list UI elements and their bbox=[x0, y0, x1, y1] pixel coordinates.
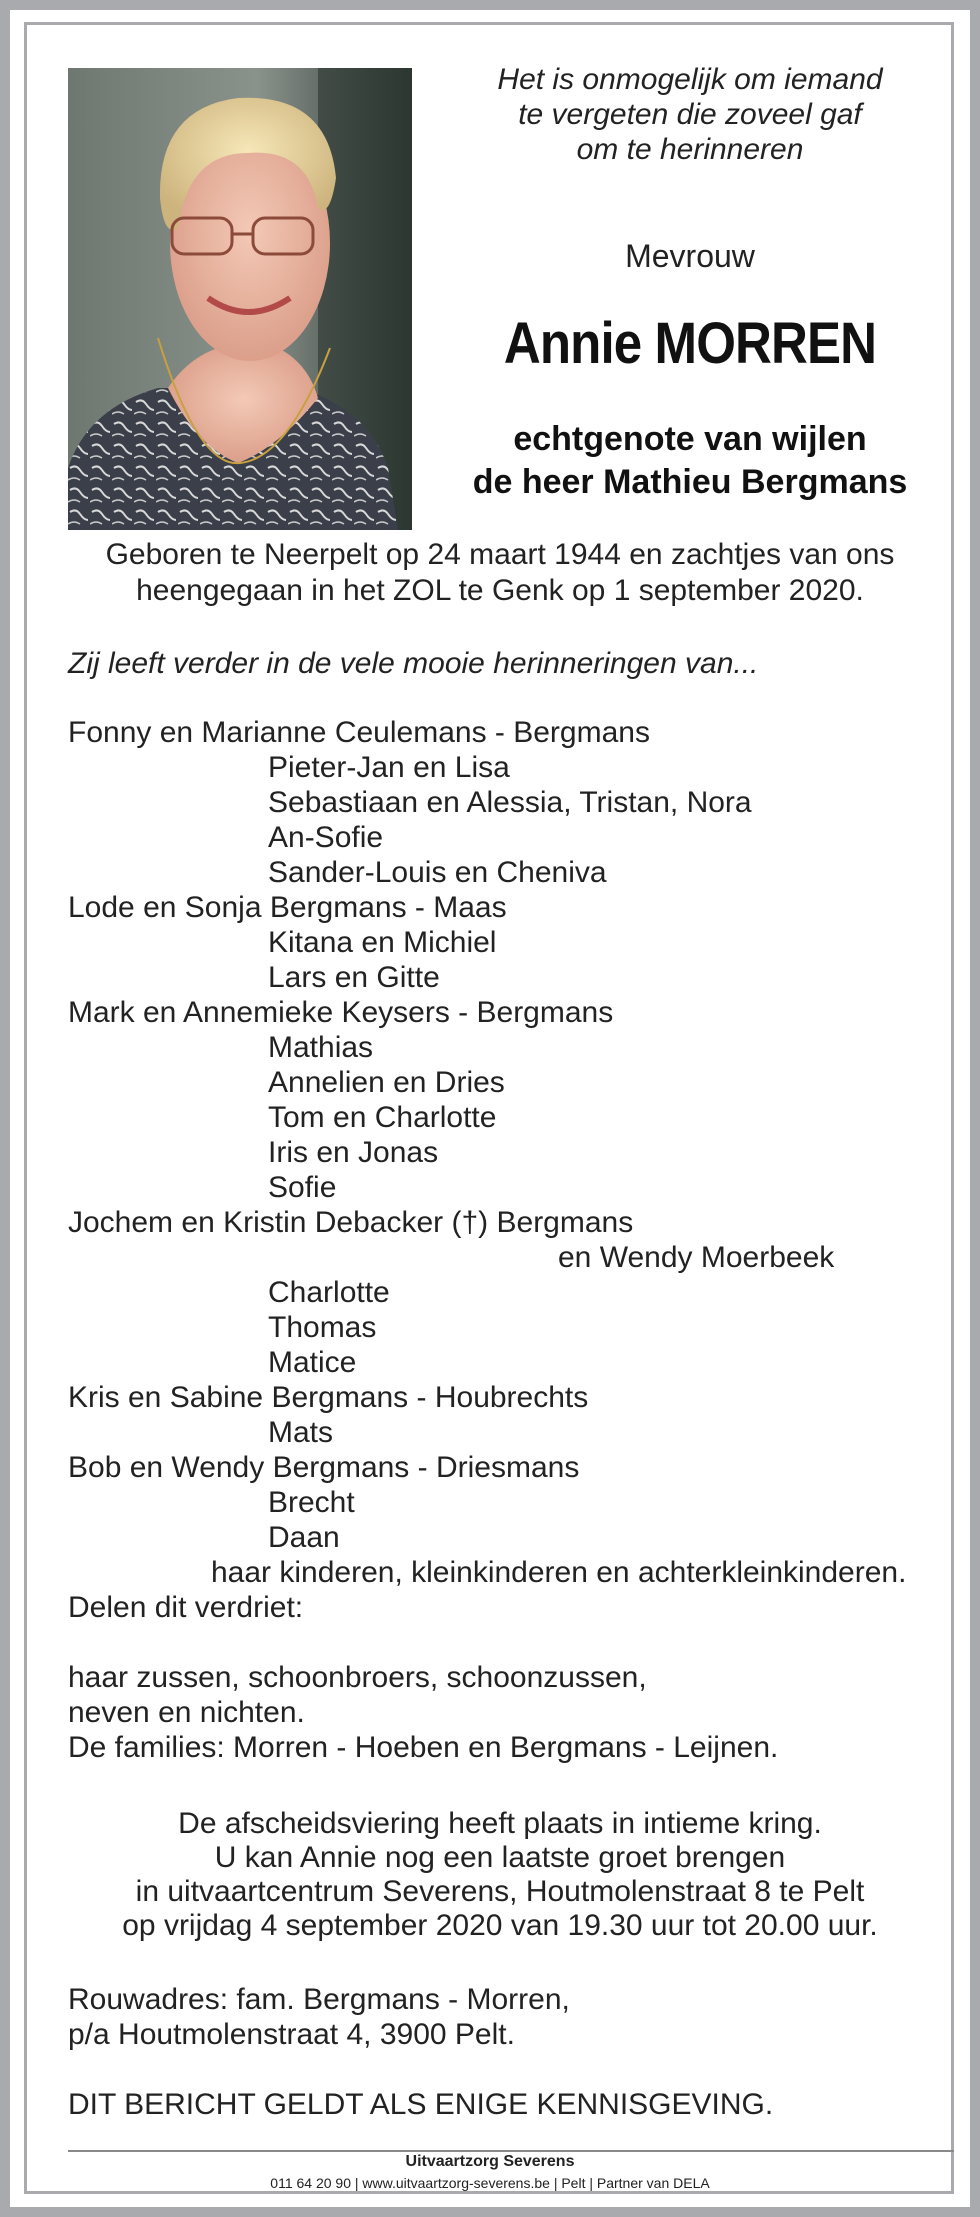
funeral-company-info: 011 64 20 90 | www.uitvaartzorg-severens.be | Pelt | Partner van DELA bbox=[270, 2175, 710, 2191]
family-intro: Zij leeft verder in de vele mooie herinneringen van... bbox=[68, 647, 759, 680]
footer-divider bbox=[68, 2150, 954, 2152]
ceremony-line: U kan Annie nog een laatste groet brengen bbox=[214, 1841, 786, 1874]
ceremony-line: op vrijdag 4 september 2020 van 19.30 uur tot 20.00 uur. bbox=[122, 1909, 878, 1942]
obituary-card bbox=[10, 10, 970, 2207]
family-line: An-Sofie bbox=[268, 821, 384, 854]
relatives-line: De families: Morren - Hoeben en Bergmans - Leijnen. bbox=[68, 1731, 779, 1764]
family-line: Bob en Wendy Bergmans - Driesmans bbox=[68, 1451, 580, 1484]
spouse-line: echtgenote van wijlen bbox=[513, 420, 867, 458]
family-line: Sander-Louis en Cheniva bbox=[268, 856, 607, 889]
family-line: Kitana en Michiel bbox=[268, 926, 497, 959]
share-grief: Delen dit verdriet: bbox=[68, 1591, 304, 1624]
address-line: Rouwadres: fam. Bergmans - Morren, bbox=[68, 1983, 570, 2016]
family-line: Kris en Sabine Bergmans - Houbrechts bbox=[68, 1381, 589, 1414]
family-line: Daan bbox=[268, 1521, 340, 1554]
family-line: Lars en Gitte bbox=[268, 961, 440, 994]
family-line: Mathias bbox=[268, 1031, 374, 1064]
birth-death-info bbox=[50, 537, 950, 609]
spouse-line: de heer Mathieu Bergmans bbox=[472, 463, 908, 501]
family-line: Charlotte bbox=[268, 1276, 390, 1309]
memorial-quote bbox=[430, 62, 950, 167]
family-line: Mats bbox=[268, 1416, 334, 1449]
ceremony-line: in uitvaartcentrum Severens, Houtmolenstraat 8 te Pelt bbox=[135, 1875, 865, 1908]
spouse-info bbox=[420, 418, 960, 504]
family-line: Sofie bbox=[268, 1171, 337, 1204]
family-line: Annelien en Dries bbox=[268, 1066, 505, 1099]
notice: DIT BERICHT GELDT ALS ENIGE KENNISGEVING. bbox=[68, 2088, 774, 2121]
born-line: heengegaan in het ZOL te Genk op 1 september 2020. bbox=[136, 574, 864, 607]
family-line: Sebastiaan en Alessia, Tristan, Nora bbox=[268, 786, 752, 819]
family-line: Fonny en Marianne Ceulemans - Bergmans bbox=[68, 716, 650, 749]
deceased-name: Annie MORREN bbox=[503, 311, 877, 376]
born-line: Geboren te Neerpelt op 24 maart 1944 en zachtjes van ons bbox=[105, 538, 895, 571]
family-line: Mark en Annemieke Keysers - Bergmans bbox=[68, 996, 614, 1029]
family-line: en Wendy Moerbeek bbox=[558, 1241, 835, 1274]
family-line: Tom en Charlotte bbox=[268, 1101, 497, 1134]
quote-line: Het is onmogelijk om iemand bbox=[497, 63, 883, 96]
relatives-line: haar zussen, schoonbroers, schoonzussen, bbox=[68, 1661, 647, 1694]
relatives-line: neven en nichten. bbox=[68, 1696, 305, 1729]
quote-line: te vergeten die zoveel gaf bbox=[518, 98, 862, 131]
ceremony-line: De afscheidsviering heeft plaats in intieme kring. bbox=[178, 1807, 822, 1840]
address-line: p/a Houtmolenstraat 4, 3900 Pelt. bbox=[68, 2018, 515, 2051]
portrait-photo bbox=[68, 68, 412, 530]
family-line: Jochem en Kristin Debacker (†) Bergmans bbox=[68, 1206, 634, 1239]
honorific: Mevrouw bbox=[625, 238, 755, 274]
family-line: Thomas bbox=[268, 1311, 377, 1344]
family-line: Brecht bbox=[268, 1486, 355, 1519]
family-line: haar kinderen, kleinkinderen en achterkleinkinderen. bbox=[211, 1556, 907, 1589]
family-line: Iris en Jonas bbox=[268, 1136, 439, 1169]
quote-line: om te herinneren bbox=[576, 133, 804, 166]
family-line: Lode en Sonja Bergmans - Maas bbox=[68, 891, 507, 924]
family-line: Matice bbox=[268, 1346, 357, 1379]
funeral-company: Uitvaartzorg Severens bbox=[405, 2153, 575, 2170]
family-line: Pieter-Jan en Lisa bbox=[268, 751, 510, 784]
